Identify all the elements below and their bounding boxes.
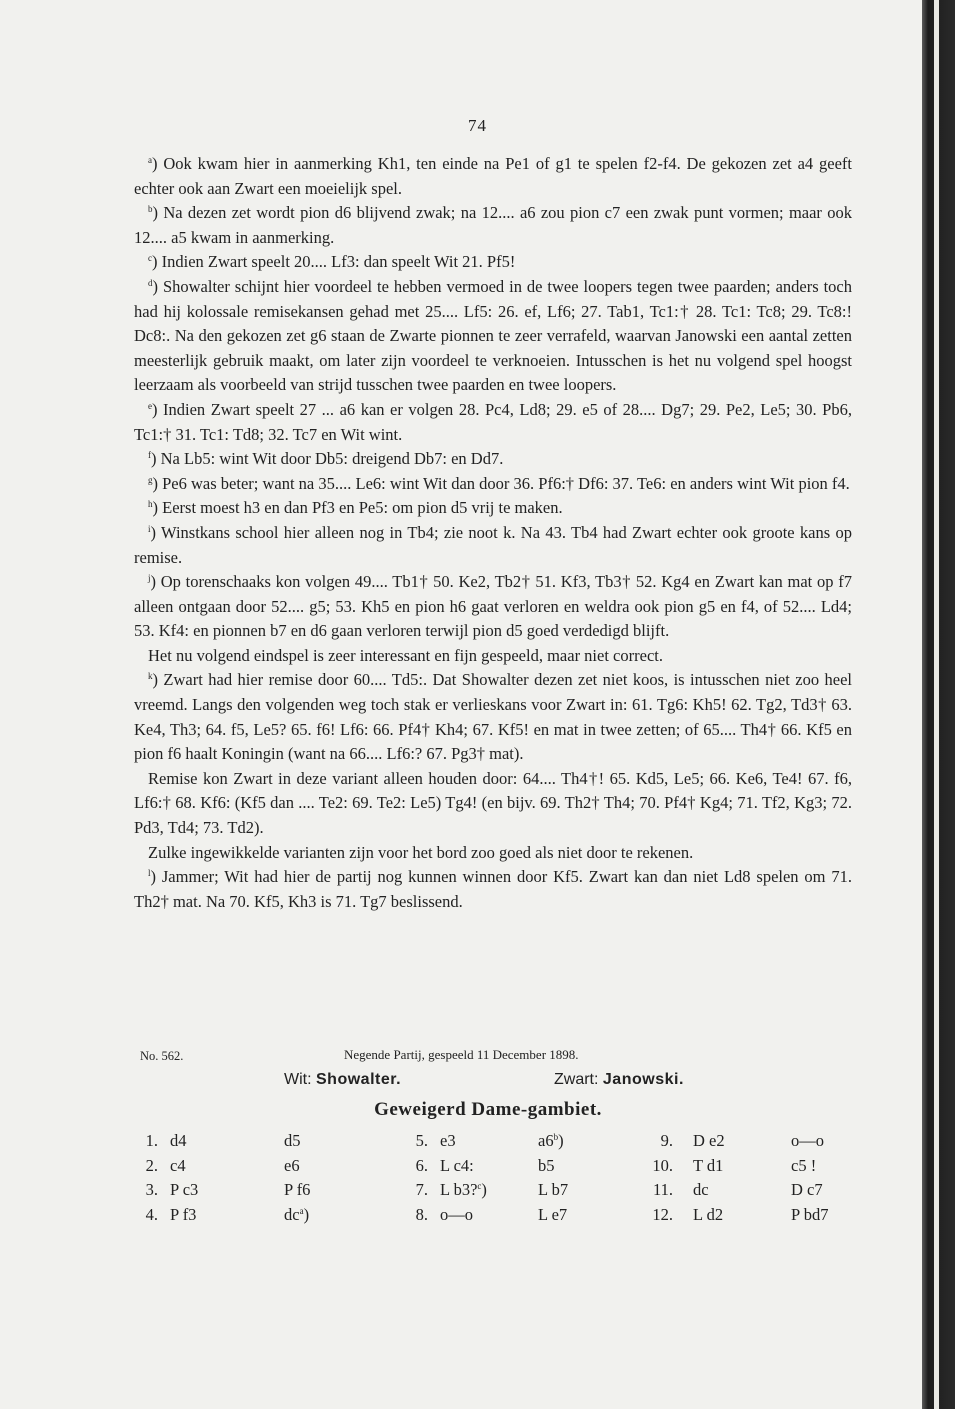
page-edge-stripe [934, 0, 939, 1409]
note-paragraph [134, 496, 852, 521]
black-move-text: e6 [284, 1155, 300, 1175]
white-move-text: L b3? [440, 1180, 478, 1199]
black-move-text: L e7 [538, 1204, 568, 1224]
white-name: Showalter. [316, 1071, 402, 1088]
note-marker: f [148, 450, 151, 461]
move-number: 5. [415, 1131, 428, 1150]
black-move [791, 1203, 828, 1227]
white-move-text: o—o [440, 1204, 473, 1224]
black-move-text: L b7 [538, 1180, 569, 1199]
white-move-text: T d1 [693, 1155, 724, 1175]
note-marker: k [148, 671, 153, 682]
note-text: ) Na Lb5: wint Wit door Db5: dreigend Db7: en Dd7. [151, 449, 504, 469]
note-paragraph [134, 152, 852, 201]
note-paren: ) [303, 1204, 310, 1224]
black-move [538, 1203, 567, 1227]
game-number: No. 562. [140, 1049, 184, 1063]
move-row [649, 1203, 889, 1228]
move-number: 1. [145, 1131, 158, 1150]
move-number: 12. [652, 1204, 673, 1224]
note-marker: g [148, 474, 153, 485]
black-move [791, 1129, 824, 1153]
black-move-text: a6 [538, 1131, 554, 1150]
game-header-line [134, 1047, 852, 1067]
move-row [649, 1178, 889, 1203]
black-move-text: c5 ! [791, 1155, 817, 1175]
white-move [170, 1178, 198, 1202]
black-move-text: o—o [791, 1131, 824, 1150]
black-move-text: P f6 [284, 1180, 311, 1199]
note-paragraph [134, 570, 852, 644]
note-text: Het nu volgend eindspel is zeer interessant en fijn gespeeld, maar niet correct. [148, 645, 663, 665]
note-paragraph [134, 767, 852, 841]
black-move [284, 1154, 300, 1178]
move-number: 3. [145, 1180, 158, 1199]
white-move [440, 1129, 456, 1153]
note-marker: j [148, 573, 151, 584]
move-number: 8. [415, 1204, 428, 1224]
move-row [404, 1129, 644, 1154]
black-move [284, 1178, 310, 1202]
move-row [404, 1203, 644, 1228]
black-move [791, 1154, 816, 1178]
move-row [404, 1178, 644, 1203]
move-row [649, 1154, 889, 1179]
white-move-text: L c4: [440, 1155, 474, 1175]
note-text: ) Eerst moest h3 en dan Pf3 en Pe5: om pion d5 vrij te maken. [152, 498, 563, 518]
move-row [134, 1154, 374, 1179]
white-move-text: L d2 [693, 1204, 724, 1224]
black-player [554, 1071, 684, 1089]
black-move-text: dc [284, 1204, 300, 1224]
white-move [440, 1154, 474, 1178]
black-move [538, 1178, 568, 1202]
move-row [134, 1178, 374, 1203]
note-paragraph [134, 865, 852, 914]
note-paragraph [134, 398, 852, 447]
game-title: Negende Partij, gespeeld 11 December 1898. [344, 1047, 579, 1062]
white-move [693, 1154, 723, 1178]
white-move [440, 1203, 473, 1227]
note-text: Remise kon Zwart in deze variant alleen houden door: 64.... Th4†! 65. Kd5, Le5; 66. Ke6, Te4! 67. f6, Lf6:† 68. Kf6: (Kf5 dan .... Te2: 69. Te2: Le5) Tg4! (en bijv. 69. Th2† Th4; 70. Pf4† Kg4; 71. Tf2, Kg3; 72. Pd3, Td4; 73. Td2). [134, 768, 852, 838]
note-marker: a [148, 155, 152, 165]
move-number: 2. [145, 1155, 158, 1175]
note-marker: h [148, 499, 153, 510]
note-marker: c [477, 1181, 482, 1191]
note-marker: c [148, 253, 152, 264]
note-paren: ) [481, 1180, 487, 1199]
white-move [170, 1129, 187, 1153]
black-move [538, 1154, 555, 1178]
note-text: ) Op torenschaaks kon volgen 49.... Tb1† 50. Ke2, Tb2† 51. Kf3, Tb3† 52. Kg4 en Zwart kan mat op f7 alleen ontgaan door 52.... g5; 53. Kh5 en pion h6 gaat verloren en weldra ook pion g5 en f4, of 52.... Ld4; 53. Kf4: en pionnen b7 en d6 gaan verloren terwijl pion d5 goed verdedigd blijft. [134, 572, 852, 641]
move-number: 6. [415, 1155, 428, 1175]
note-marker: b [553, 1132, 559, 1142]
page-edge [922, 0, 955, 1409]
white-move [170, 1203, 196, 1227]
black-label: Zwart: [554, 1071, 599, 1088]
move-row [649, 1129, 889, 1154]
black-move-text: P bd7 [791, 1204, 829, 1224]
move-number: 7. [415, 1180, 428, 1199]
move-row [134, 1203, 374, 1228]
note-paragraph [134, 521, 852, 570]
note-text: ) Ook kwam hier in aanmerking Kh1, ten einde na Pe1 of g1 te spelen f2-f4. De gekozen zet a4 geeft echter ook aan Zwart een moeielijk spel. [134, 154, 852, 198]
note-paragraph [134, 447, 852, 472]
note-paragraph [134, 250, 852, 275]
black-move-text: d5 [284, 1131, 301, 1150]
white-move-text: D e2 [693, 1131, 725, 1150]
black-move-text: D c7 [791, 1180, 823, 1199]
note-text: ) Indien Zwart speelt 20.... Lf3: dan speelt Wit 21. Pf5! [152, 252, 516, 272]
move-row [404, 1154, 644, 1179]
black-move [538, 1129, 564, 1153]
move-number: 9. [660, 1131, 673, 1150]
note-text: ) Na dezen zet wordt pion d6 blijvend zwak; na 12.... a6 zou pion c7 een zwak punt vormen; maar ook 12.... a5 kwam in aanmerking. [134, 203, 852, 247]
opening-title: Geweigerd Dame-gambiet. [374, 1099, 602, 1120]
players-line [134, 1067, 852, 1095]
note-text: Zulke ingewikkelde varianten zijn voor het bord zoo goed als niet door te rekenen. [148, 842, 694, 862]
note-marker: a [299, 1205, 304, 1216]
white-move [693, 1178, 709, 1202]
note-marker: l [148, 868, 151, 879]
white-move-text: P f3 [170, 1204, 197, 1224]
white-move-text: P c3 [170, 1180, 199, 1199]
white-move-text: dc [693, 1180, 709, 1199]
note-marker: e [148, 400, 152, 411]
note-text: ) Winstkans school hier alleen nog in Tb4; zie noot k. Na 43. Tb4 had Zwart echter ook groote kans op remise. [134, 522, 852, 567]
note-paragraph [134, 841, 852, 866]
note-text: ) Pe6 was beter; want na 35.... Le6: wint Wit dan door 36. Pf6:† Df6: 37. Te6: en anders wint Wit pion f4. [152, 473, 850, 493]
note-text: ) Indien Zwart speelt 27 ... a6 kan er volgen 28. Pc4, Ld8; 29. e5 of 28.... Dg7; 29. Pe2, Le5; 30. Pb6, Tc1:† 31. Tc1: Td8; 32. Tc7 en Wit wint. [134, 399, 852, 444]
white-move [440, 1178, 487, 1202]
white-move-text: e3 [440, 1131, 456, 1150]
game-section [134, 1047, 852, 1239]
white-player [284, 1071, 401, 1089]
black-move [791, 1178, 823, 1202]
black-move [284, 1203, 309, 1227]
page-number: 74 [468, 116, 487, 135]
white-move [693, 1203, 723, 1227]
note-text: ) Showalter schijnt hier voordeel te hebben vermoed in de twee loopers tegen twee paarden; anders toch had hij kolossale remisekansen gehad met 25.... Lf5: 26. ef, Lf6; 27. Tab1, Tc1:† 28. Tc1: Tc8; 29. Tc8:! Dc8:. Na den gekozen zet g6 staan de Zwarte pionnen te zeer verrafeld, waarvan Janowski een aantal zetten meesterlijk gebruik maakt, om later zijn voordeel te verknoeien. Intusschen is het nu volgend spel hoogst leerzaam als voorbeeld van strijd tusschen twee paarden en twee loopers. [134, 276, 852, 395]
note-paragraph [134, 275, 852, 398]
note-marker: d [148, 277, 153, 288]
note-paragraph [134, 201, 852, 250]
black-move-text: b5 [538, 1155, 555, 1175]
note-paragraph [134, 472, 852, 497]
white-move-text: d4 [170, 1131, 187, 1150]
notes-text [134, 152, 852, 914]
note-paragraph [134, 644, 852, 669]
note-text: ) Zwart had hier remise door 60.... Td5:. Dat Showalter dezen zet niet koos, is intusschen niet zoo heel vreemd. Langs den volgenden weg toch stak er verlieskans voor Zwart in: 61. Tg6: Kh5! 62. Tg2, Td3† 63. Ke4, Th3; 64. f5, Le5? 65. f6! Lf6: 66. Pf4† Kh4; 67. Kf5! en mat in twee zetten; of 65.... Th4† 66. Kf5 en pion f6 haalt Koningin (want na 66.... Lf6:? 67. Pg3† mat). [134, 670, 852, 764]
black-move [284, 1129, 301, 1153]
move-number: 4. [145, 1204, 158, 1224]
white-move-text: c4 [170, 1155, 186, 1175]
white-move [170, 1154, 186, 1178]
note-text: ) Jammer; Wit had hier de partij nog kunnen winnen door Kf5. Zwart kan dan niet Ld8 spelen om 71. Th2† mat. Na 70. Kf5, Kh3 is 71. Tg7 beslissend. [134, 867, 852, 911]
move-row [134, 1129, 374, 1154]
move-number: 10. [652, 1155, 673, 1175]
white-label: Wit: [284, 1071, 312, 1088]
note-paren: ) [558, 1131, 564, 1150]
note-marker: b [148, 204, 153, 215]
white-move [693, 1129, 725, 1153]
move-list [134, 1129, 852, 1239]
note-marker: i [148, 523, 151, 534]
move-number: 11. [652, 1180, 673, 1199]
black-name: Janowski. [602, 1071, 684, 1088]
note-paragraph [134, 668, 852, 766]
